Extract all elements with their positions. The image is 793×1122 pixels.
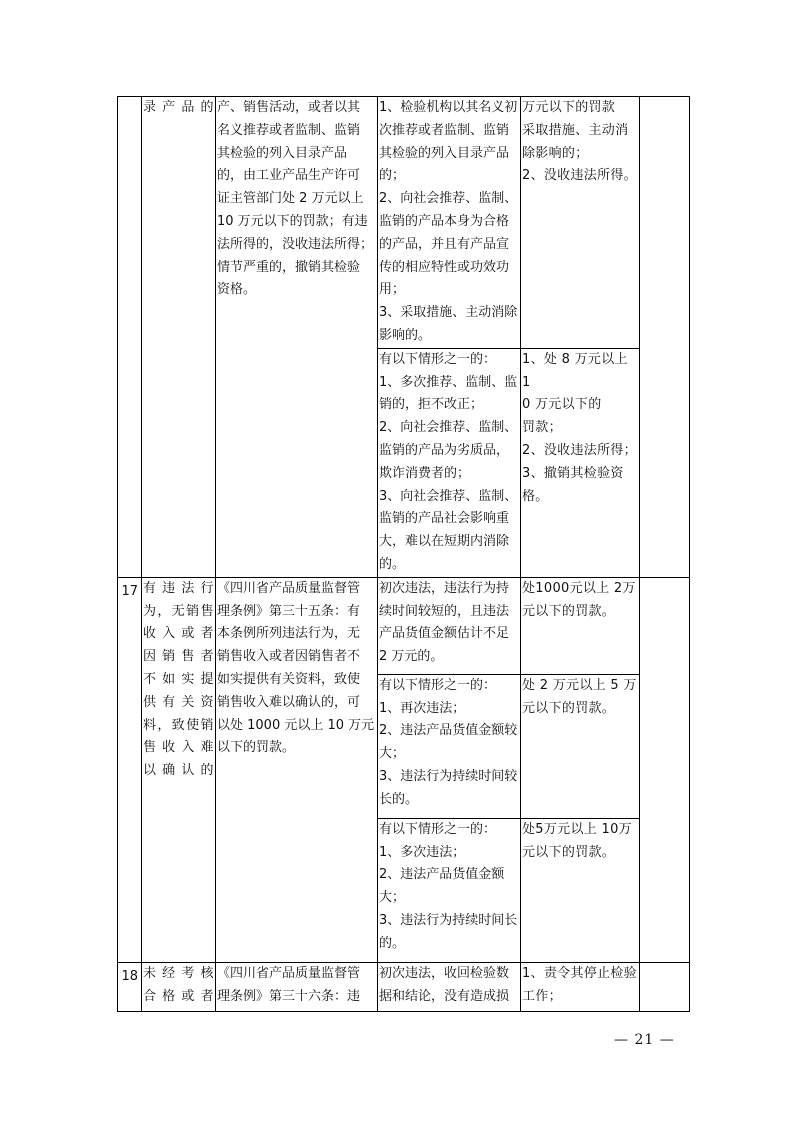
- legal-basis: 《四川省产品质量监督管 理条例》第三十五条：有 本条例所列违法行为，无 销售收入或者因销售者不 如实提供有关资料，致使 销售收入难以确认的，可 以处 1000 元以上 10 万元 以下的罚款。: [216, 577, 378, 962]
- circumstance-cell: 初次违法，违法行为持 续时间较短的，且违法 产品货值金额估计不足 2 万元的。: [378, 577, 521, 674]
- table-row: [118, 97, 690, 349]
- table-row: [118, 577, 690, 674]
- page-number: — 21 —: [614, 1032, 675, 1048]
- penalty-table: [117, 96, 690, 1012]
- row-number: 18: [118, 962, 142, 1011]
- violation-name: 未经考核 合格或者: [142, 962, 216, 1011]
- table-row: [118, 962, 690, 1011]
- penalty-cell: 处1000元以上 2万 元以下的罚款。: [521, 577, 640, 674]
- violation-name: 有违法行 为，无销售 收入或者 因销售者 不如实提 供有关资 料，致使销 售收入难 以确认的: [142, 577, 216, 962]
- row-number: [118, 97, 142, 578]
- penalty-cell: 处5万元以上 10万 元以下的罚款。: [521, 818, 640, 962]
- row-number: 17: [118, 577, 142, 962]
- circumstance-cell: 有以下情形之一的： 1、多次违法； 2、违法产品货值金额 大； 3、违法行为持续时间长 的。: [378, 818, 521, 962]
- penalty-cell: 万元以下的罚款 采取措施、主动消 除影响的； 2、没收违法所得。: [521, 97, 640, 349]
- penalty-cell: 处 2 万元以上 5 万 元以下的罚款。: [521, 674, 640, 818]
- circumstance-cell: 有以下情形之一的： 1、再次违法； 2、违法产品货值金额较 大； 3、违法行为持续时间较 长的。: [378, 674, 521, 818]
- circumstance-cell: 初次违法，收回检验数 据和结论，没有造成损: [378, 962, 521, 1011]
- legal-basis: 《四川省产品质量监督管 理条例》第三十六条：违: [216, 962, 378, 1011]
- penalty-cell: 1、责令其停止检验 工作；: [521, 962, 640, 1011]
- circumstance-cell: 有以下情形之一的： 1、多次推荐、监制、监 销的，拒不改正； 2、向社会推荐、监制、 监销的产品为劣质品， 欺诈消费者的； 3、向社会推荐、监制、 监销的产品社会影响重 大，难以在短期内消除 的。: [378, 348, 521, 577]
- violation-name: 录产品的: [142, 97, 216, 578]
- legal-basis: 产、销售活动，或者以其 名义推荐或者监制、监销 其检验的列入目录产品 的，由工业产品生产许可 证主管部门处 2 万元以上 10 万元以下的罚款；有违 法所得的，没收违法所得； 情节严重的，撤销其检验 资格。: [216, 97, 378, 578]
- remarks-cell: [640, 97, 690, 578]
- penalty-cell: 1、处 8 万元以上 1 0 万元以下的 罚款； 2、没收违法所得； 3、撤销其检验资 格。: [521, 348, 640, 577]
- circumstance-cell: 1、检验机构以其名义初 次推荐或者监制、监销 其检验的列入目录产品 的； 2、向社会推荐、监制、 监销的产品本身为合格 的产品，并且有产品宣 传的相应特性或功效功 用； 3、采取措施、主动消除 影响的。: [378, 97, 521, 349]
- remarks-cell: [640, 577, 690, 962]
- remarks-cell: [640, 962, 690, 1011]
